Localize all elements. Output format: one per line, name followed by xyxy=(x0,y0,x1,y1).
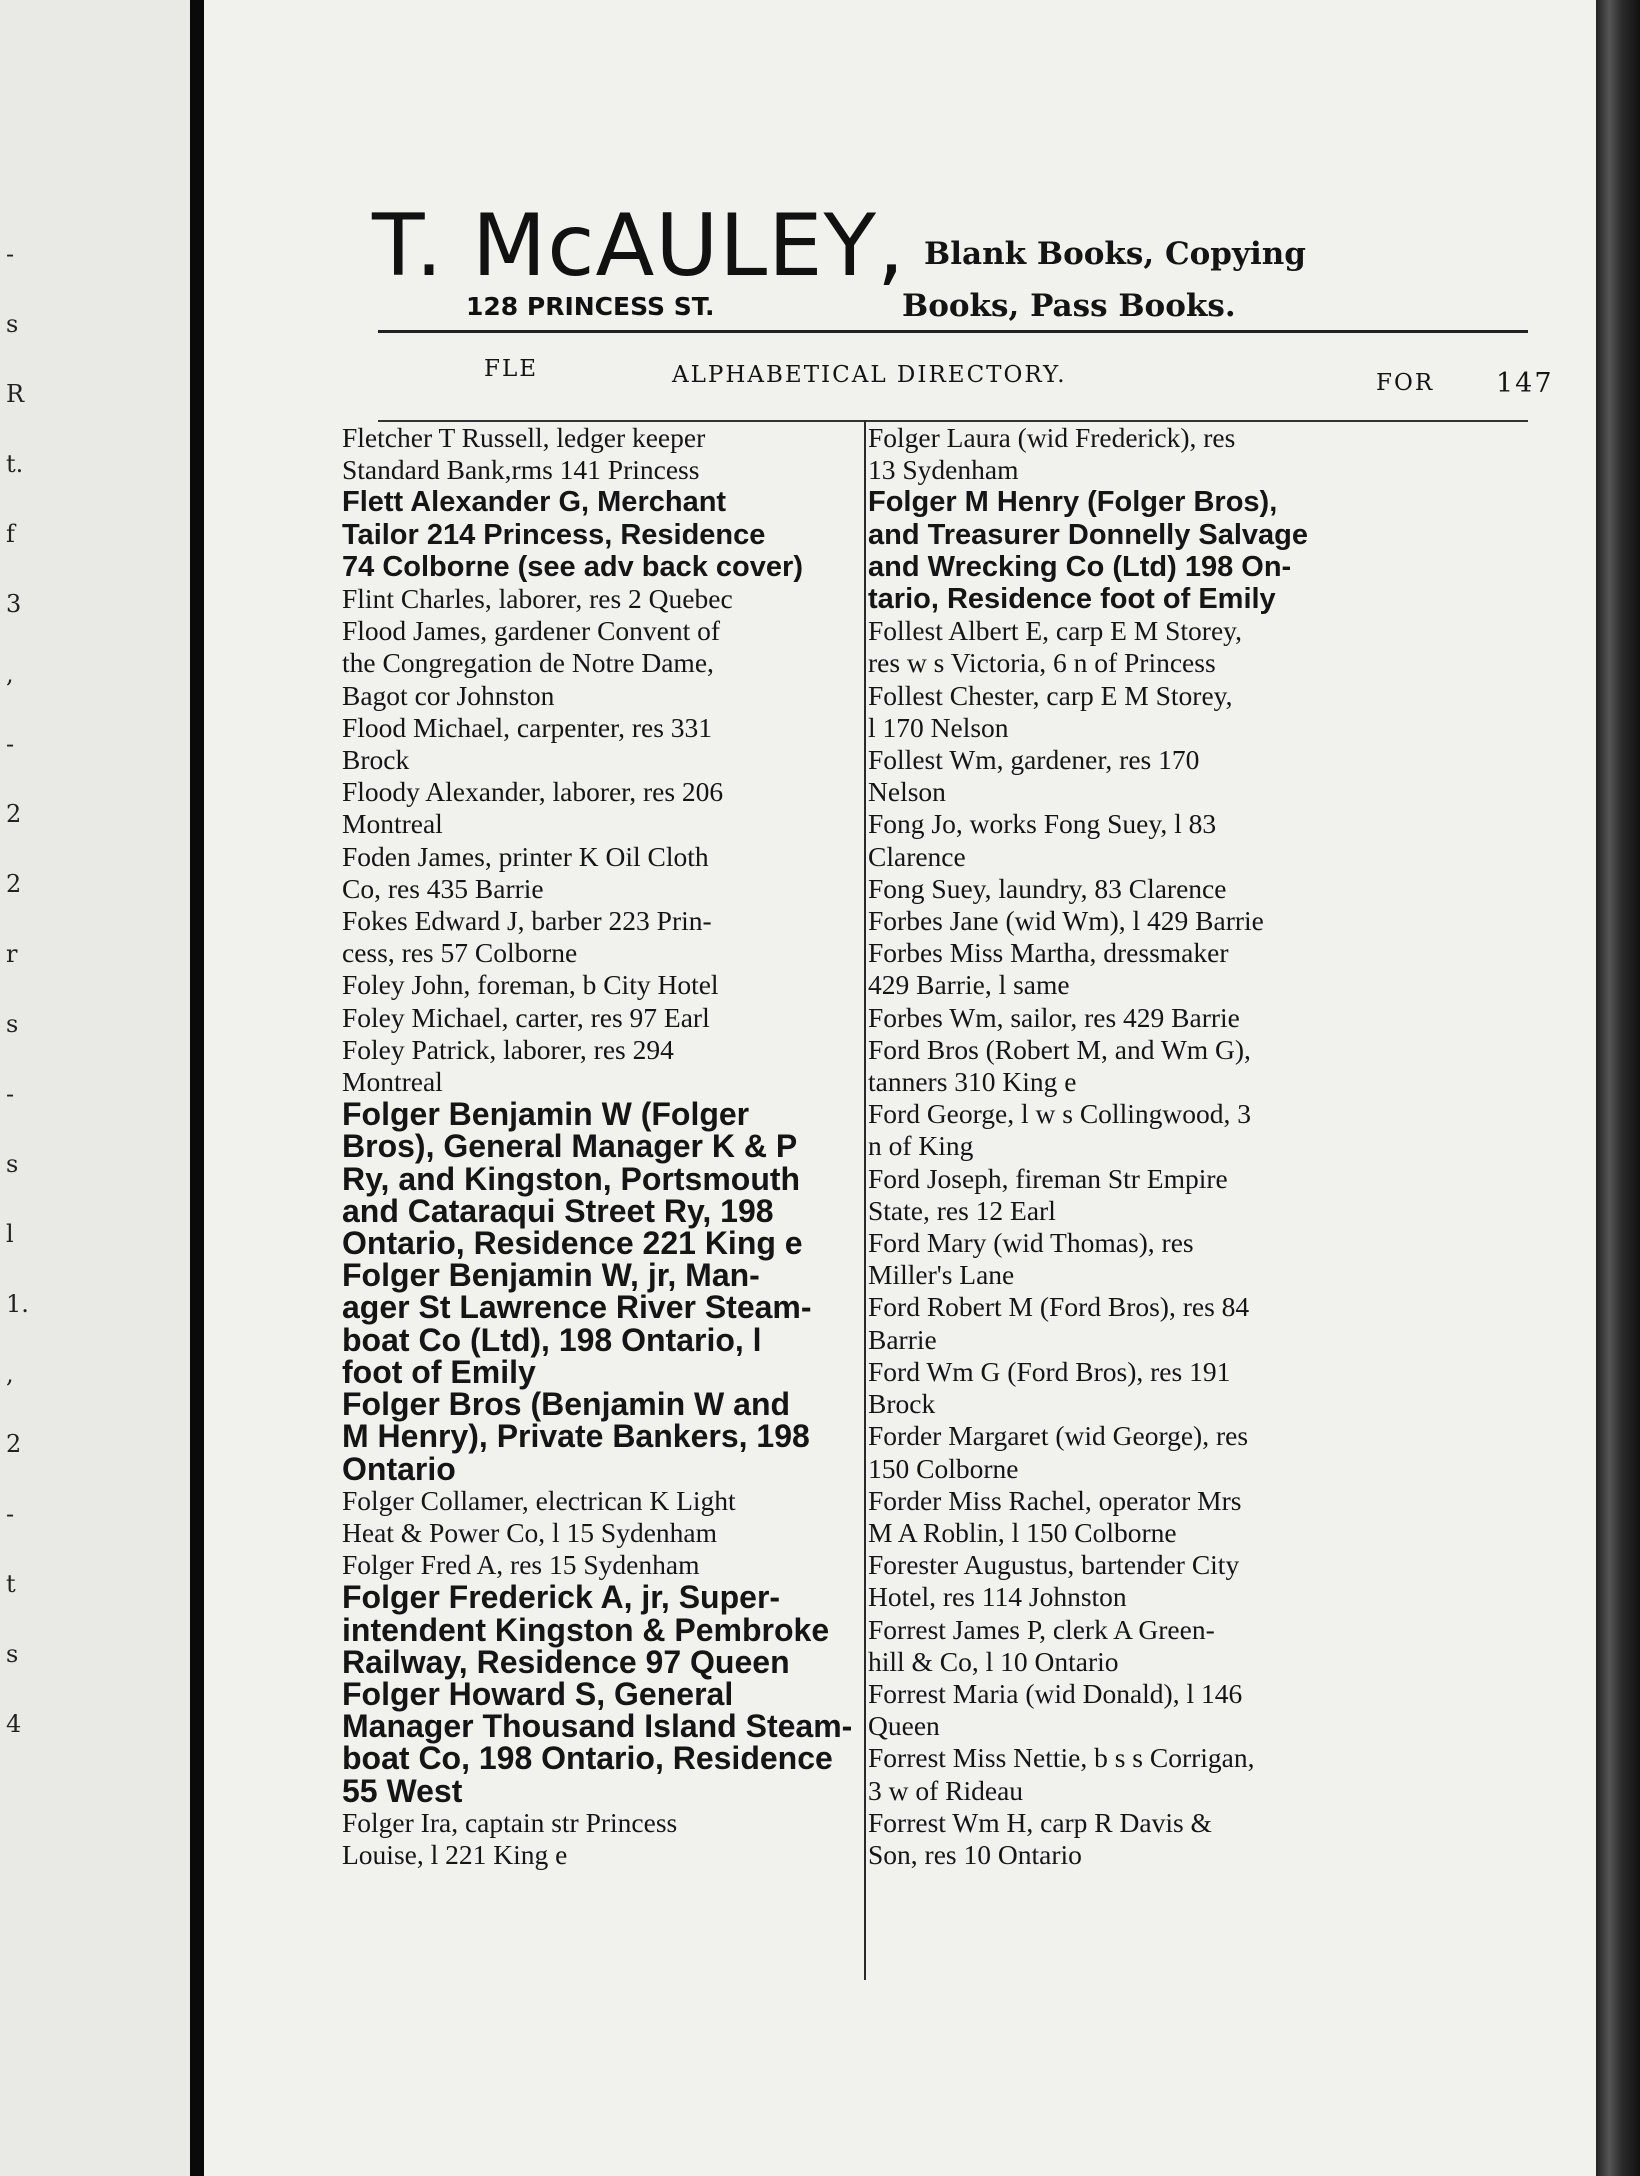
edge-fragment: s xyxy=(6,1010,19,1038)
entry-line: Forester Augustus, bartender City xyxy=(868,1549,1240,1581)
edge-fragment: f xyxy=(6,520,15,548)
entry-line: res w s Victoria, 6 n of Princess xyxy=(868,647,1216,679)
entry-line: Railway, Residence 97 Queen xyxy=(342,1643,790,1680)
edge-fragment: , xyxy=(6,660,14,688)
header-rule xyxy=(378,330,1528,333)
directory-entry xyxy=(342,486,862,583)
entry-line: Hotel, res 114 Johnston xyxy=(868,1581,1127,1613)
directory-entry xyxy=(868,1549,1568,1613)
page-number: 147 xyxy=(1496,368,1554,399)
directory-entry xyxy=(868,873,1568,905)
entry-line: Foden James, printer K Oil Cloth xyxy=(342,840,709,872)
directory-entry xyxy=(868,1614,1568,1678)
entry-line: Folger Benjamin W (Folger xyxy=(342,1096,750,1133)
entry-line: State, res 12 Earl xyxy=(868,1194,1056,1226)
entry-line: Fong Suey, laundry, 83 Clarence xyxy=(868,872,1227,904)
advert-products-line1: Blank Books, Copying xyxy=(924,236,1306,272)
entry-line: cess, res 57 Colborne xyxy=(342,937,578,969)
directory-entry xyxy=(868,1485,1568,1549)
entry-line: Louise, l 221 King e xyxy=(342,1838,568,1870)
entry-line: l 170 Nelson xyxy=(868,711,1009,743)
edge-fragment: 4 xyxy=(6,1710,22,1738)
entry-line: Bagot cor Johnston xyxy=(342,679,555,711)
directory-entry xyxy=(868,744,1568,808)
entry-line: Flood James, gardener Convent of xyxy=(342,615,721,647)
entry-line: the Congregation de Notre Dame, xyxy=(342,647,714,679)
directory-entry xyxy=(342,1034,862,1098)
entry-line: 74 Colborne (see adv back cover) xyxy=(342,550,803,583)
page-gutter xyxy=(190,0,204,2176)
entry-line: ager St Lawrence River Steam- xyxy=(342,1289,812,1326)
entry-line: Montreal xyxy=(342,808,443,840)
edge-fragment: 1. xyxy=(6,1290,29,1318)
entry-line: M A Roblin, l 150 Colborne xyxy=(868,1516,1177,1548)
entry-line: intendent Kingston & Pembroke xyxy=(342,1611,830,1648)
advert-address: 128 PRINCESS ST. xyxy=(466,292,715,321)
directory-entry xyxy=(868,1807,1568,1871)
entry-line: Montreal xyxy=(342,1066,443,1098)
entry-line: Folger Fred A, res 15 Sydenham xyxy=(342,1549,700,1581)
entry-line: Folger Collamer, electrican K Light xyxy=(342,1484,736,1516)
edge-fragment: R xyxy=(6,380,25,408)
edge-fragment: 2 xyxy=(6,1430,22,1458)
entry-line: tario, Residence foot of Emily xyxy=(868,583,1276,616)
entry-line: Folger Laura (wid Frederick), res xyxy=(868,422,1236,453)
directory-entry xyxy=(868,1163,1568,1227)
entry-line: 55 West xyxy=(342,1772,463,1809)
entry-line: Ford Wm G (Ford Bros), res 191 xyxy=(868,1355,1231,1387)
edge-fragment: - xyxy=(6,240,15,268)
directory-entry xyxy=(868,1420,1568,1484)
entry-line: Foley John, foreman, b City Hotel xyxy=(342,969,719,1001)
directory-entry xyxy=(868,808,1568,872)
entry-line: Forbes Wm, sailor, res 429 Barrie xyxy=(868,1001,1240,1033)
directory-entry xyxy=(868,1356,1568,1420)
entry-line: Forrest Miss Nettie, b s s Corrigan, xyxy=(868,1742,1255,1774)
entry-line: Floody Alexander, laborer, res 206 xyxy=(342,776,724,808)
directory-entry xyxy=(342,1581,862,1678)
directory-entry xyxy=(868,1227,1568,1291)
directory-entry xyxy=(868,615,1568,679)
entry-line: Bros), General Manager K & P xyxy=(342,1128,798,1165)
directory-entry xyxy=(342,969,862,1001)
directory-entry xyxy=(342,1675,862,1809)
directory-entry xyxy=(342,1096,862,1262)
entry-line: Folger Bros (Benjamin W and xyxy=(342,1386,791,1423)
edge-fragment: s xyxy=(6,310,19,338)
entry-line: Ford George, l w s Collingwood, 3 xyxy=(868,1098,1251,1130)
directory-entry xyxy=(868,680,1568,744)
entry-line: Ry, and Kingston, Portsmouth xyxy=(342,1160,801,1197)
entry-line: 13 Sydenham xyxy=(868,454,1019,486)
edge-fragment: - xyxy=(6,1500,15,1528)
entry-line: Fong Jo, works Fong Suey, l 83 xyxy=(868,808,1217,840)
entry-line: Fletcher T Russell, ledger keeper xyxy=(342,422,706,453)
directory-entry xyxy=(868,905,1568,937)
entry-line: Standard Bank,rms 141 Princess xyxy=(342,454,700,486)
directory-entry xyxy=(342,1549,862,1581)
advert-name: T. McAULEY, xyxy=(372,196,906,296)
entry-line: Flett Alexander G, Merchant xyxy=(342,486,727,519)
running-head-for: FOR xyxy=(1376,370,1435,396)
entry-line: boat Co (Ltd), 198 Ontario, l xyxy=(342,1321,762,1358)
directory-entry xyxy=(342,422,862,486)
entry-line: Co, res 435 Barrie xyxy=(342,872,544,904)
entry-line: Follest Chester, carp E M Storey, xyxy=(868,679,1233,711)
directory-entry xyxy=(868,1678,1568,1742)
entry-line: Queen xyxy=(868,1710,940,1742)
directory-entry xyxy=(868,937,1568,1001)
edge-fragment: 2 xyxy=(6,800,22,828)
entry-line: Forrest James P, clerk A Green- xyxy=(868,1613,1215,1645)
entry-line: and Wrecking Co (Ltd) 198 On- xyxy=(868,550,1292,583)
entry-line: Manager Thousand Island Steam- xyxy=(342,1708,853,1745)
entry-line: and Cataraqui Street Ry, 198 xyxy=(342,1192,774,1229)
edge-fragment: t xyxy=(6,1570,16,1598)
book-edge xyxy=(1596,0,1640,2176)
entry-line: Nelson xyxy=(868,776,946,808)
directory-entry xyxy=(342,1002,862,1034)
right-column xyxy=(868,422,1568,1871)
directory-entry xyxy=(342,583,862,615)
directory-entry xyxy=(342,1259,862,1388)
entry-line: Ontario xyxy=(342,1450,456,1487)
advert-products-line2: Books, Pass Books. xyxy=(902,288,1236,324)
entry-line: Fokes Edward J, barber 223 Prin- xyxy=(342,905,712,937)
directory-entry xyxy=(868,1098,1568,1162)
entry-line: M Henry), Private Bankers, 198 xyxy=(342,1418,810,1455)
entry-line: Miller's Lane xyxy=(868,1259,1015,1291)
entry-line: Ford Joseph, fireman Str Empire xyxy=(868,1162,1228,1194)
entry-line: Follest Wm, gardener, res 170 xyxy=(868,744,1200,776)
entry-line: Ford Bros (Robert M, and Wm G), xyxy=(868,1033,1251,1065)
entry-line: Ford Robert M (Ford Bros), res 84 xyxy=(868,1291,1250,1323)
directory-entry xyxy=(342,841,862,905)
edge-fragment: s xyxy=(6,1640,19,1668)
entry-line: Folger Howard S, General xyxy=(342,1675,734,1712)
directory-entry xyxy=(342,905,862,969)
entry-line: Forrest Maria (wid Donald), l 146 xyxy=(868,1677,1243,1709)
entry-line: Foley Michael, carter, res 97 Earl xyxy=(342,1001,710,1033)
entry-line: n of King xyxy=(868,1130,974,1162)
edge-fragment: 3 xyxy=(6,590,22,618)
directory-entry xyxy=(868,1742,1568,1806)
entry-line: Barrie xyxy=(868,1323,937,1355)
directory-entry xyxy=(868,1291,1568,1355)
entry-line: Tailor 214 Princess, Residence xyxy=(342,518,766,551)
directory-entry xyxy=(868,486,1568,615)
entry-line: Brock xyxy=(868,1388,936,1420)
entry-line: Flood Michael, carpenter, res 331 xyxy=(342,711,713,743)
entry-line: Forder Miss Rachel, operator Mrs xyxy=(868,1484,1242,1516)
edge-fragment: l xyxy=(6,1220,14,1248)
directory-entry xyxy=(868,1002,1568,1034)
left-column xyxy=(342,422,862,1871)
directory-page xyxy=(204,0,1596,2176)
previous-page-edge xyxy=(0,0,190,2176)
edge-fragment: 2 xyxy=(6,870,22,898)
entry-line: Forder Margaret (wid George), res xyxy=(868,1420,1249,1452)
directory-entry xyxy=(342,1388,862,1485)
entry-line: hill & Co, l 10 Ontario xyxy=(868,1645,1119,1677)
entry-line: Folger Ira, captain str Princess xyxy=(342,1806,678,1838)
entry-line: Forrest Wm H, carp R Davis & xyxy=(868,1806,1212,1838)
entry-line: Clarence xyxy=(868,840,966,872)
entry-line: boat Co, 198 Ontario, Residence xyxy=(342,1740,833,1777)
edge-fragment: s xyxy=(6,1150,19,1178)
edge-fragment: - xyxy=(6,730,15,758)
directory-title: ALPHABETICAL DIRECTORY. xyxy=(672,362,1067,388)
directory-entry xyxy=(342,776,862,840)
entry-line: Folger M Henry (Folger Bros), xyxy=(868,486,1278,519)
directory-entry xyxy=(342,712,862,776)
guide-word: FLE xyxy=(484,356,539,382)
entry-line: Son, res 10 Ontario xyxy=(868,1838,1082,1870)
directory-entry xyxy=(868,1034,1568,1098)
edge-fragment: r xyxy=(6,940,18,968)
entry-line: Forbes Jane (wid Wm), l 429 Barrie xyxy=(868,905,1264,937)
running-head xyxy=(484,356,1554,399)
entry-line: 429 Barrie, l same xyxy=(868,969,1070,1001)
edge-fragment: t. xyxy=(6,450,24,478)
entry-line: Brock xyxy=(342,744,410,776)
edge-fragment: - xyxy=(6,1080,15,1108)
entry-line: Follest Albert E, carp E M Storey, xyxy=(868,615,1242,647)
entry-line: 3 w of Rideau xyxy=(868,1774,1024,1806)
entry-line: foot of Emily xyxy=(342,1353,536,1390)
directory-entry xyxy=(868,422,1568,486)
directory-entry xyxy=(342,1807,862,1871)
directory-entry xyxy=(342,1485,862,1549)
edge-fragment: , xyxy=(6,1360,14,1388)
entry-line: Folger Benjamin W, jr, Man- xyxy=(342,1257,760,1294)
entry-line: Ontario, Residence 221 King e xyxy=(342,1225,803,1262)
directory-entry xyxy=(342,615,862,712)
entry-line: Folger Frederick A, jr, Super- xyxy=(342,1579,781,1616)
entry-line: Heat & Power Co, l 15 Sydenham xyxy=(342,1516,718,1548)
entry-line: and Treasurer Donnelly Salvage xyxy=(868,518,1309,551)
entry-line: 150 Colborne xyxy=(868,1452,1019,1484)
entry-line: Forbes Miss Martha, dressmaker xyxy=(868,937,1229,969)
entry-line: Foley Patrick, laborer, res 294 xyxy=(342,1033,674,1065)
column-divider xyxy=(864,420,866,1980)
entry-line: Ford Mary (wid Thomas), res xyxy=(868,1227,1194,1259)
entry-line: tanners 310 King e xyxy=(868,1066,1077,1098)
entry-line: Flint Charles, laborer, res 2 Quebec xyxy=(342,583,733,615)
